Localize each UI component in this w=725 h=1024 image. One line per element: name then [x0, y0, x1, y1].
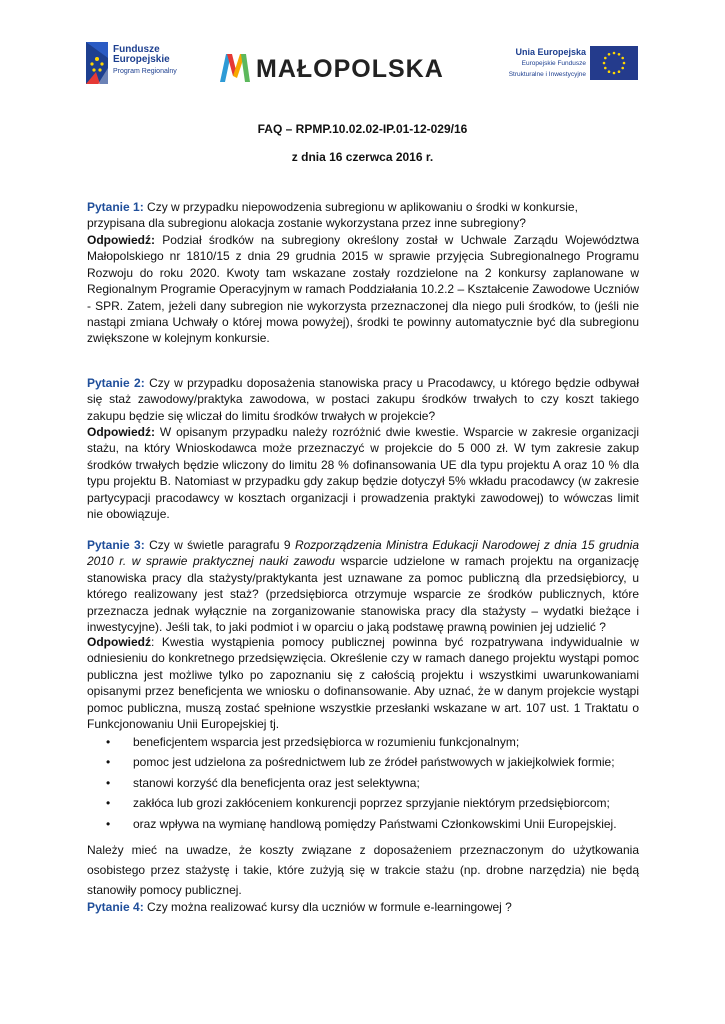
question-4-label: Pytanie 4: [87, 900, 144, 914]
answer-3 [87, 634, 639, 732]
bullet-icon: • [106, 775, 111, 790]
ue-line2: Europejskie Fundusze [521, 60, 586, 67]
malopolska-m-icon [220, 54, 250, 82]
answer-1 [87, 232, 639, 347]
document-date: z dnia 16 czerwca 2016 r. [291, 150, 434, 164]
question-2-text: Czy w przypadku doposażenia stanowiska pracy u Pracodawcy, u którego będzie odbywał się staż zawodowy/praktyka zawodowa, w postaci zakupu środków trwałych to czy koszt takiego zakupu będzie się wliczał do limitu środków trwałych w projekcie? [87, 376, 639, 423]
question-3 [87, 537, 639, 635]
question-2-label: Pytanie 2: [87, 376, 145, 390]
list-item: • zakłóca lub grozi zakłóceniem konkurencji poprzez sprzyjanie niektórym przedsiębiorcom; [106, 796, 610, 811]
criteria-list [87, 734, 639, 836]
question-4 [87, 899, 639, 915]
list-item: • oraz wpływa na wymianę handlową pomiędzy Państwami Członkowskimi Unii Europejskiej. [106, 816, 617, 831]
question-3-text-b: wsparcie udzielone w ramach projektu na organizację stanowiska pracy dla stażysty/praktykanta jest uznawane za pomoc publiczną dla przedsiębiorcy, u którego realizowany jest staż? (przedsiębiorca otrzymuje wsparcie ze środków publicznych, które przeznacza jednak wyłącznie na zorganizowanie stanowiska pracy dla stażysty – wydatki bieżące i inwestycyjne). Jeśli tak, to jaki podmiot i w oparciu o jaką podstawę prawną powinien jej udzielić ? [87, 554, 640, 635]
answer-3-label: Odpowiedź [87, 635, 151, 649]
answer-3-note: Należy mieć na uwadze, że koszty związane z doposażeniem przeznaczonym do użytkowania osobistego przez stażystę i takie, które zużyją się w trakcie stażu (np. drobne narzędzia) nie będą stanowiły pomocy publicznej. [87, 843, 639, 897]
answer-2-text: W opisanym przypadku należy rozróżnić dwie kwestie. Wsparcie w zakresie organizacji stażu, na który Wnioskodawca może przeznaczyć w projekcie do 5 000 zł. W tym zakresie zakup środków trwałych będzie wliczony do limitu 28 % dofinansowania UE dla typu projektu A oraz 10 % dla typu projektu B. Natomiast w przypadku gdy zakup będzie dotyczył 5% wkładu pracodawcy (w zakresie partycypacji pracodawcy w kosztach organizacji i prowadzenia praktyki zawodowej) to wówczas limit nie obowiązuje. [87, 425, 639, 522]
malopolska-wordmark: MAŁOPOLSKA [256, 55, 444, 83]
question-1 [87, 199, 639, 232]
question-2 [87, 375, 639, 424]
eu-flag-icon [590, 46, 638, 80]
document-title: FAQ – RPMP.10.02.02-IP.01-12-029/16 [257, 122, 468, 136]
bullet-icon: • [106, 816, 111, 831]
malopolska-logo [220, 54, 460, 86]
fe-line3: Program Regionalny [113, 68, 177, 75]
fe-line1: Fundusze [113, 44, 160, 55]
question-3-regulation: Rozporządzenia Ministra Edukacji Narodowej z dnia 15 grudnia 2010 r. w sprawie praktycznej nauki zawodu [87, 538, 639, 569]
fe-flag-icon [86, 42, 108, 84]
ue-line1: Unia Europejska [515, 47, 586, 57]
question-3-text-a: Czy w świetle paragrafu 9 [144, 538, 295, 552]
fundusze-europejskie-logo [86, 42, 206, 86]
fe-line2: Europejskie [113, 54, 170, 65]
bullet-icon: • [106, 796, 111, 811]
ue-line3: Strukturalne i Inwestycyjne [508, 71, 586, 78]
question-4-text: Czy można realizować kursy dla uczniów w formule e-learningowej ? [143, 900, 512, 914]
question-1-label: Pytanie 1: [87, 200, 144, 214]
unia-europejska-logo [486, 46, 642, 86]
list-item: • beneficjentem wsparcia jest przedsiębiorca w rozumieniu funkcjonalnym; [106, 735, 520, 749]
answer-1-label: Odpowiedź: [87, 233, 155, 247]
answer-1-text: Podział środków na subregiony określony został w Uchwale Zarządu Województwa Małopolskiego nr 1810/15 z dnia 29 grudnia 2015 w sprawie przyjęcia Subregionalnego Programu Rozwoju do roku 2020. Kwoty tam wskazane zostały rozdzielone na 2 konkursy zaplanowane w Regionalnym Programie Operacyjnym w ramach Poddziałania 10.2.2 – Kształcenie Zawodowe Uczniów - SPR. Zatem, jeżeli dany subregion nie wykorzysta przeznaczonej dla niego puli środków, to (jeśli nie nastąpi zmiana Uchwały o której mowa powyżej), środki te powinny automatycznie być dla subregionu zwiększone w kolejnym konkursie. [87, 233, 639, 346]
list-item: • stanowi korzyść dla beneficjenta oraz jest selektywna; [106, 775, 420, 790]
answer-2-label: Odpowiedź: [87, 425, 155, 439]
question-3-label: Pytanie 3: [87, 538, 145, 552]
bullet-icon: • [106, 755, 111, 770]
answer-2 [87, 424, 639, 522]
bullet-icon: • [106, 735, 111, 749]
list-item: • pomoc jest udzielona za pośrednictwem lub ze źródeł państwowych w jakiejkolwiek formie; [106, 755, 615, 770]
answer-3-text: : Kwestia wystąpienia pomocy publicznej powinna być rozpatrywana indywidualnie w odniesieniu do konkretnego przedsięwzięcia. Określenie czy w ramach danego projektu wystąpi pomoc publiczna jest możliwe tylko po zapoznaniu się z całością projektu i wszystkimi uwarunkowaniami opisanymi przez beneficjenta we wniosku o dofinansowanie. Aby uznać, że w danym projekcie wystąpi pomoc publiczna, muszą zostać spełnione wszystkie przesłanki wskazane w art. 107 ust. 1 Traktatu o Funkcjonowaniu Unii Europejskiej tj. [87, 635, 639, 732]
question-1-text: Czy w przypadku niepowodzenia subregionu w aplikowaniu o środki w konkursie, przypisana dla subregionu alokacja zostanie wykorzystana przez inne subregiony? [87, 200, 578, 231]
